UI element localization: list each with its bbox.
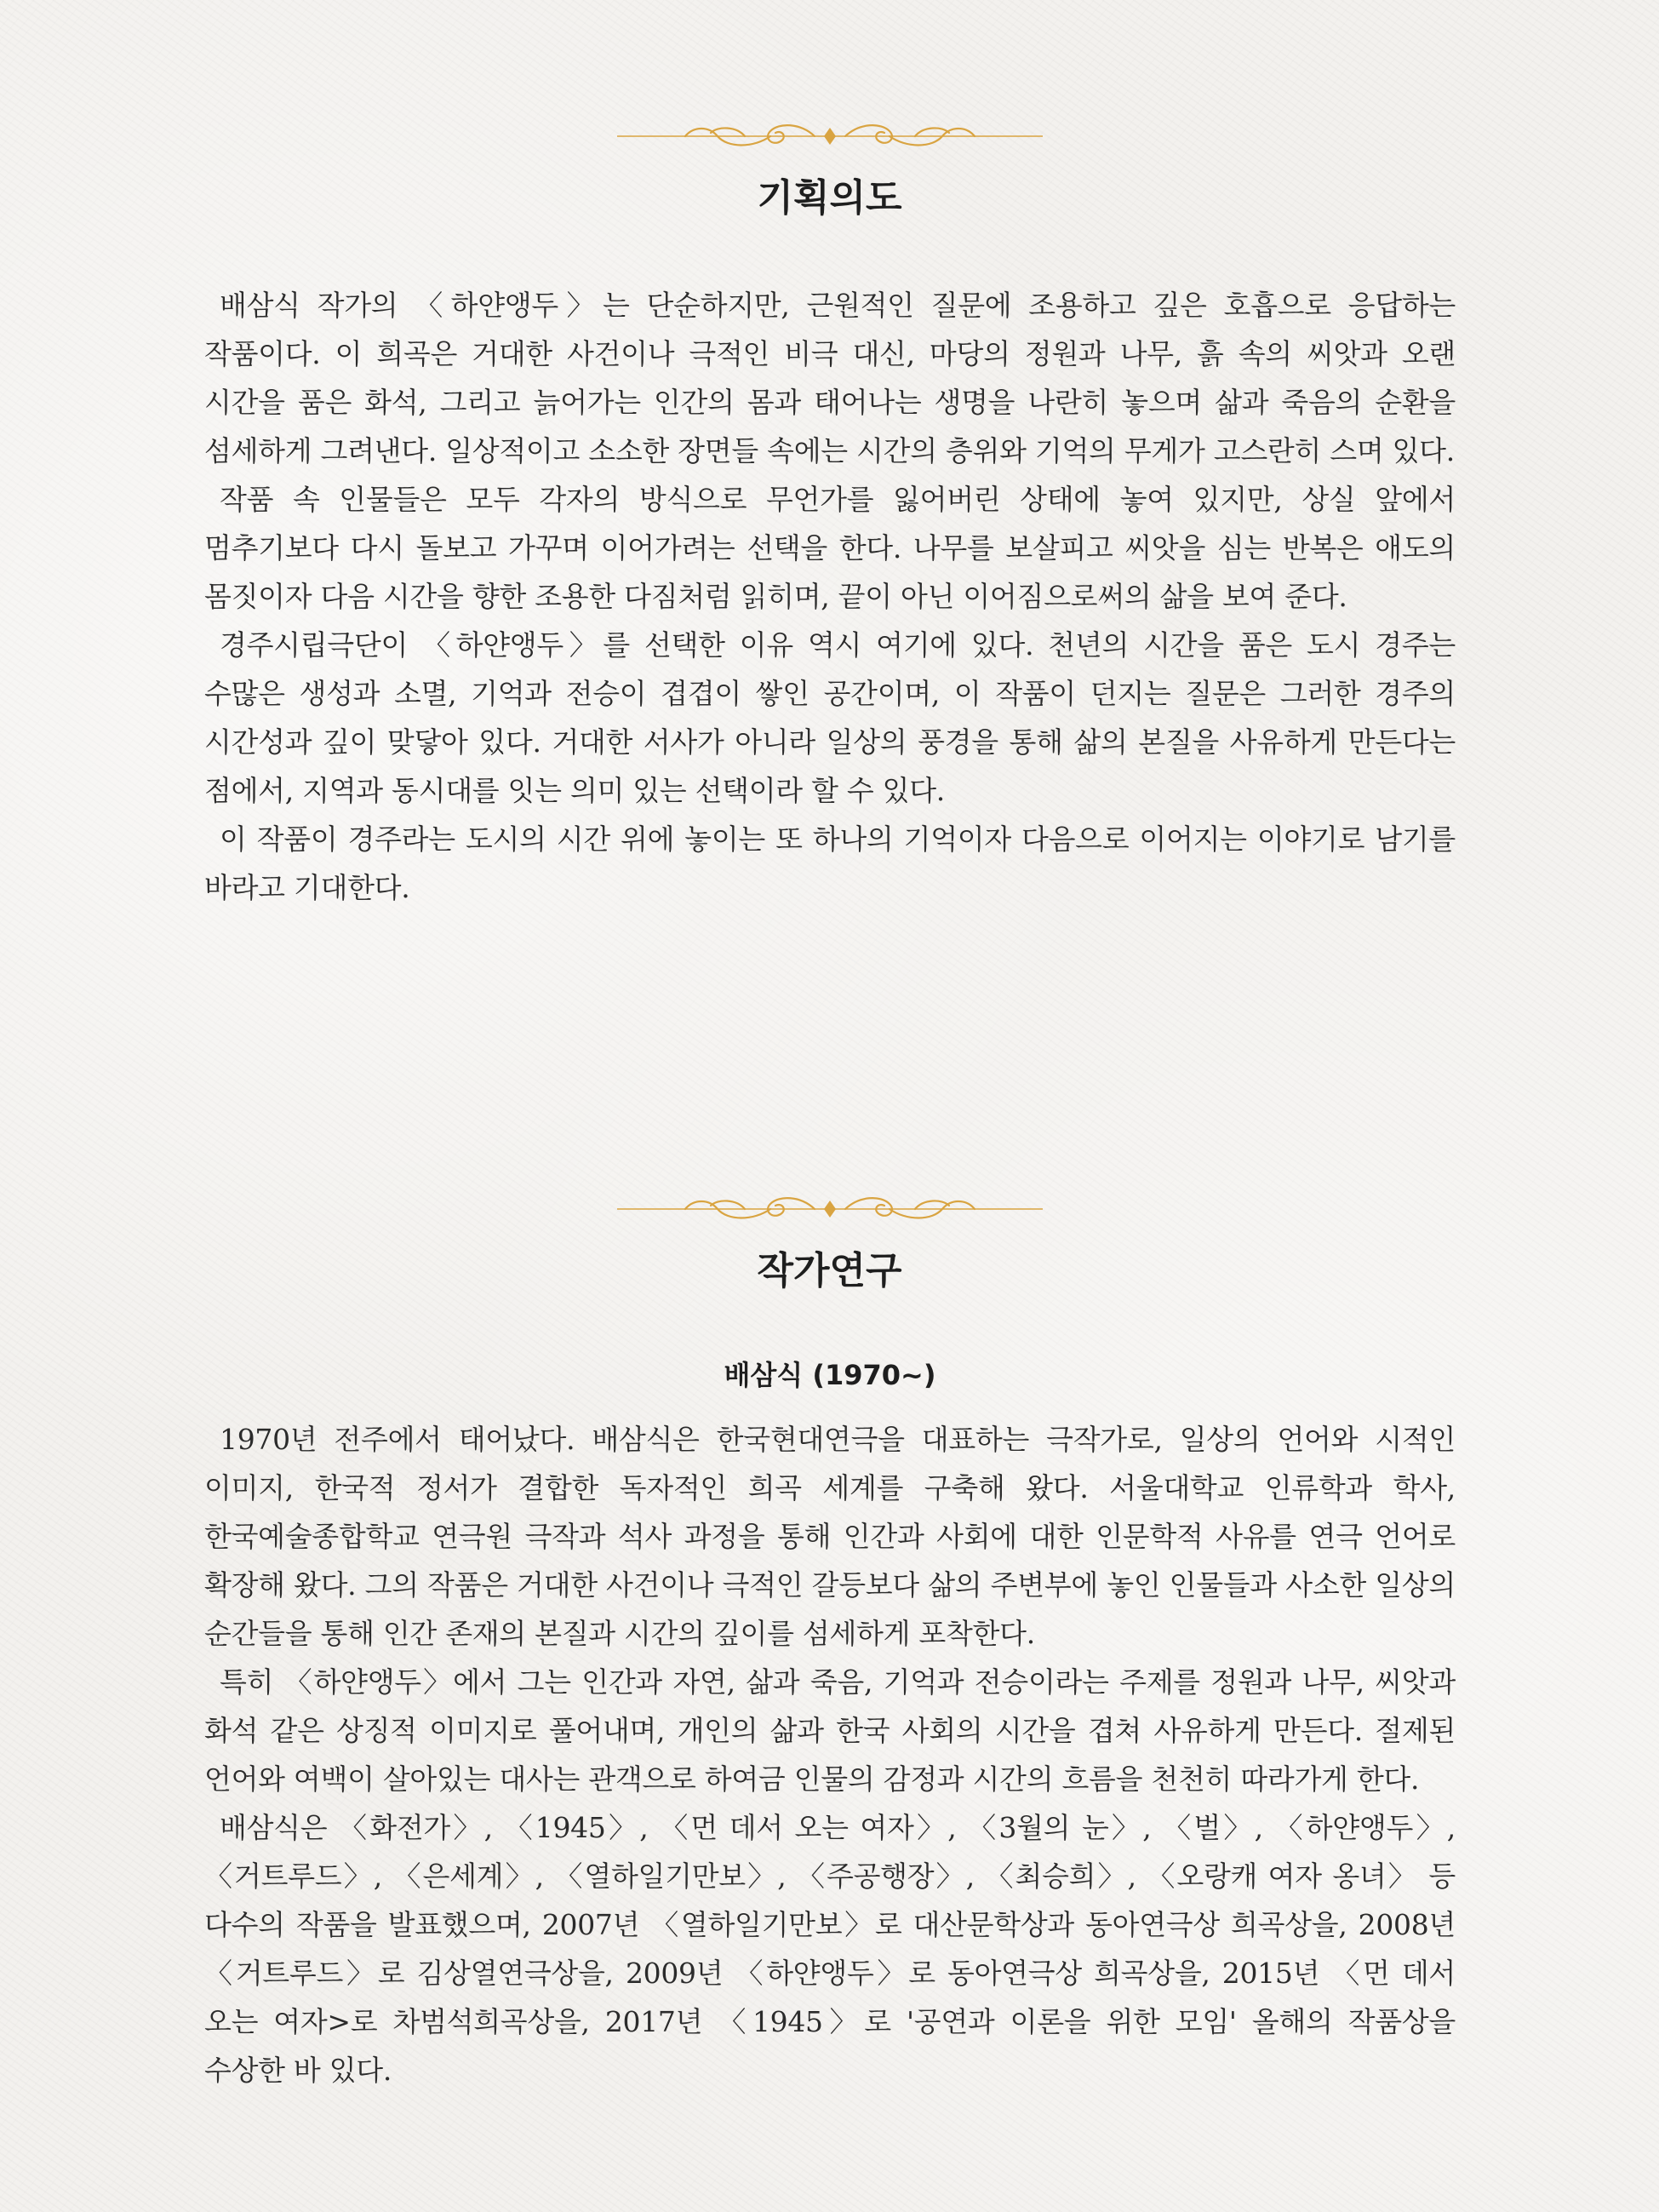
section-title: 기획의도 [757,176,902,220]
paragraph: 배삼식은 〈화전가〉, 〈1945〉, 〈먼 데서 오는 여자〉, 〈3월의 눈〉, 〈벌〉, 〈하얀앵두〉, 〈거트루드〉, 〈은세계〉, 〈열하일기만보〉, 〈주공행장〉, 〈최승희〉, 〈오랑캐 여자 옹녀〉 등 다수의 작품을 발표했으며, 2007년 〈열하일기만보〉로 대산문학상과 동아연극상 희곡상을, 2008년 〈거트루드〉로 김상열연극상을, 2009년 〈하얀앵두〉로 동아연극상 희곡상을, 2015년 〈먼 데서 오는 여자>로 차범석희곡상을, 2017년 〈1945〉로 '공연과 이론을 위한 모임' 올해의 작품상을 수상한 바 있다. [204,1811,1456,2087]
paragraph: 경주시립극단이 〈하얀앵두〉를 선택한 이유 역시 여기에 있다. 천년의 시간을 품은 도시 경주는 수많은 생성과 소멸, 기억과 전승이 겹겹이 쌓인 공간이며, 이 작품이 던지는 질문은 그러한 경주의 시간성과 깊이 맞닿아 있다. 거대한 서사가 아니라 일상의 풍경을 통해 삶의 본질을 사유하게 만든다는 점에서, 지역과 동시대를 잇는 의미 있는 선택이라 할 수 있다. [204,628,1456,807]
paragraph: 특히 〈하얀앵두〉에서 그는 인간과 자연, 삶과 죽음, 기억과 전승이라는 주제를 정원과 나무, 씨앗과 화석 같은 상징적 이미지로 풀어내며, 개인의 삶과 한국 사회의 시간을 겹쳐 사유하게 만든다. 절제된 언어와 여백이 살아있는 대사는 관객으로 하여금 인물의 감정과 시간의 흐름을 천천히 따라가게 한다. [204,1665,1456,1796]
paragraph: 1970년 전주에서 태어났다. 배삼식은 한국현대연극을 대표하는 극작가로, 일상의 언어와 시적인 이미지, 한국적 정서가 결합한 독자적인 희곡 세계를 구축해 왔다. 서울대학교 인류학과 학사, 한국예술종합학교 연극원 극작과 석사 과정을 통해 인간과 사회에 대한 인문학적 사유를 연극 언어로 확장해 왔다. 그의 작품은 거대한 사건이나 극적인 갈등보다 삶의 주변부에 놓인 인물들과 사소한 일상의 순간들을 통해 인간 존재의 본질과 시간의 깊이를 섬세하게 포착한다. [204,1423,1456,1650]
paragraph: 작품 속 인물들은 모두 각자의 방식으로 무언가를 잃어버린 상태에 놓여 있지만, 상실 앞에서 멈추기보다 다시 돌보고 가꾸며 이어가려는 선택을 한다. 나무를 보살피고 씨앗을 심는 반복은 애도의 몸짓이자 다음 시간을 향한 조용한 다짐처럼 읽히며, 끝이 아닌 이어짐으로써의 삶을 보여 준다. [204,483,1456,613]
flourish-divider-icon [617,111,1043,162]
section-author-study [0,1183,1659,2087]
flourish-divider-icon [617,1183,1043,1235]
section-body [204,281,1456,912]
section-body [204,1354,1456,2095]
section-planning-intent [0,111,1659,904]
section-title: 작가연구 [757,1249,902,1292]
paragraph: 이 작품이 경주라는 도시의 시간 위에 놓이는 또 하나의 기억이자 다음으로 이어지는 이야기로 남기를 바라고 기대한다. [204,822,1456,904]
author-name-heading: 배삼식 (1970~) [724,1359,936,1391]
paragraph: 배삼식 작가의 〈하얀앵두〉는 단순하지만, 근원적인 질문에 조용하고 깊은 호흡으로 응답하는 작품이다. 이 희곡은 거대한 사건이나 극적인 비극 대신, 마당의 정원과 나무, 흙 속의 씨앗과 오랜 시간을 품은 화석, 그리고 늙어가는 인간의 몸과 태어나는 생명을 나란히 놓으며 삶과 죽음의 순환을 섬세하게 그려낸다. 일상적이고 소소한 장면들 속에는 시간의 층위와 기억의 무게가 고스란히 스며 있다. [204,289,1456,467]
